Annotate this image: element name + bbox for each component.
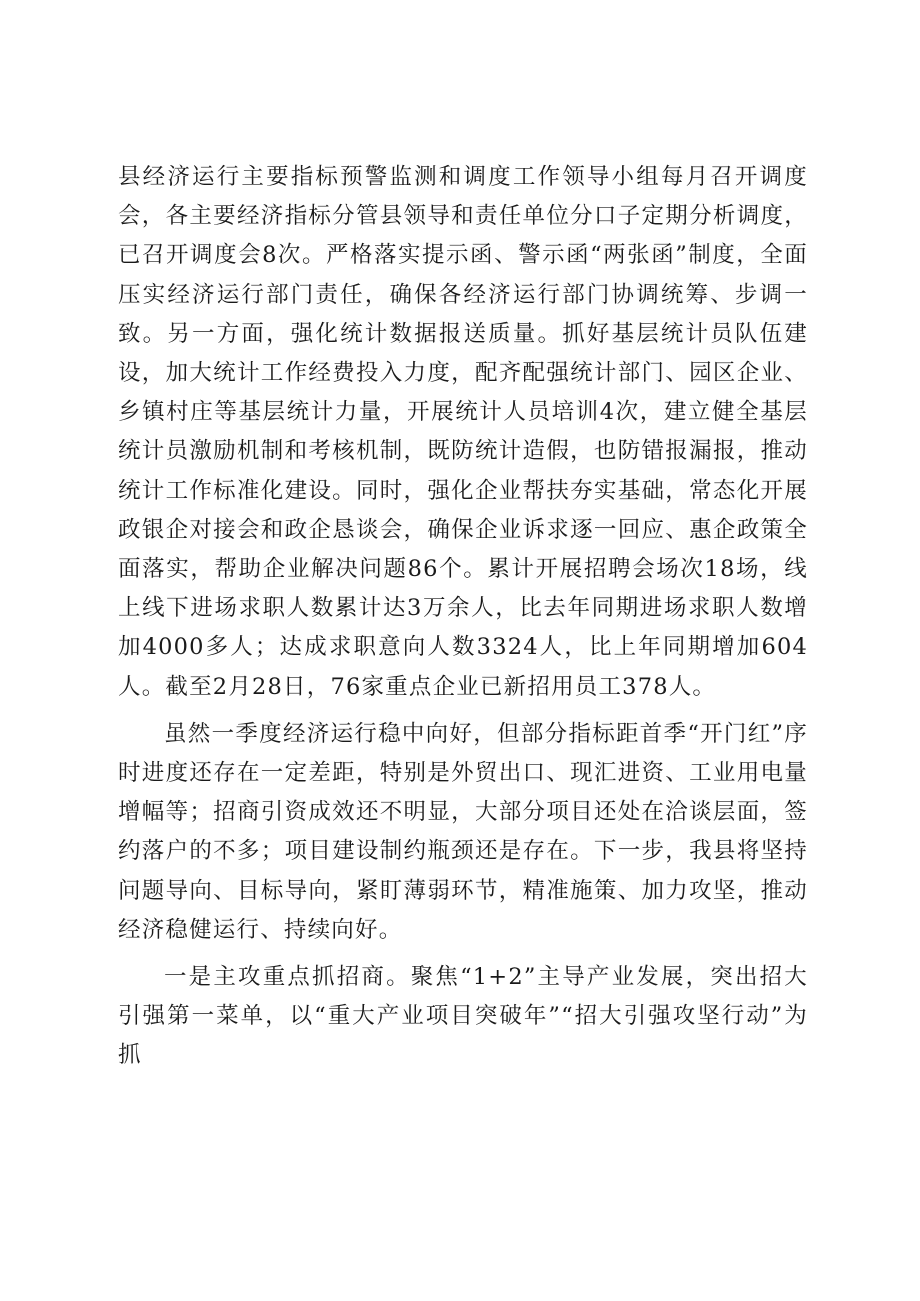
document-body [118, 158, 808, 1076]
paragraph-outlook: 虽然一季度经济运行稳中向好，但部分指标距首季“开门红”序时进度还存在一定差距，特别是外贸出口、现汇进资、工业用电量增幅等；招商引资成效还不明显，大部分项目还处在洽谈层面，签约落户的不多；项目建设制约瓶颈还是存在。下一步，我县将坚持问题导向、目标导向，紧盯薄弱环节，精准施策、加力攻坚，推动经济稳健运行、持续向好。 [118, 720, 808, 943]
paragraph-investment: 一是主攻重点抓招商。聚焦“1+2”主导产业发展，突出招大引强第一菜单，以“重大产业项目突破年”“招大引强攻坚行动”为抓 [118, 964, 808, 1069]
paragraph-continuation: 县经济运行主要指标预警监测和调度工作领导小组每月召开调度会，各主要经济指标分管县领导和责任单位分口子定期分析调度，已召开调度会8次。严格落实提示函、警示函“两张函”制度，全面压实经济运行部门责任，确保各经济运行部门协调统筹、步调一致。另一方面，强化统计数据报送质量。抓好基层统计员队伍建设，加大统计工作经费投入力度，配齐配强统计部门、园区企业、乡镇村庄等基层统计力量，开展统计人员培训4次，建立健全基层统计员激励机制和考核机制，既防统计造假，也防错报漏报，推动统计工作标准化建设。同时，强化企业帮扶夯实基础，常态化开展政银企对接会和政企恳谈会，确保企业诉求逐一回应、惠企政策全面落实，帮助企业解决问题86个。累计开展招聘会场次18场，线上线下进场求职人数累计达3万余人，比去年同期进场求职人数增加4000多人；达成求职意向人数3324人，比上年同期增加604人。截至2月28日，76家重点企业已新招用员工378人。 [118, 164, 808, 700]
